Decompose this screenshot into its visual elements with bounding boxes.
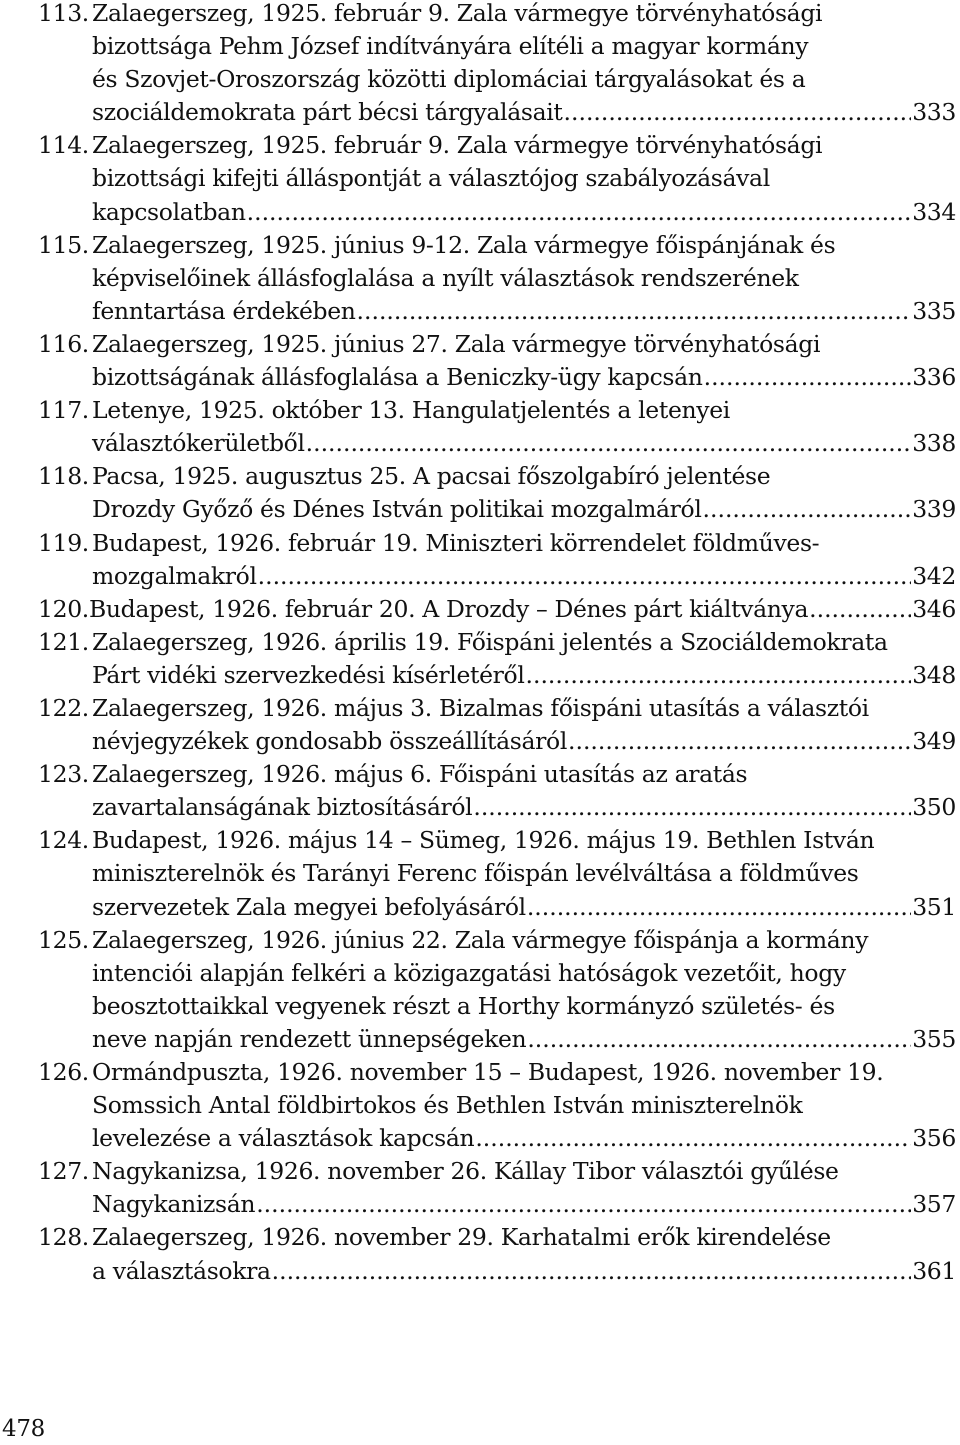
toc-entry-last-line: [38, 593, 956, 626]
toc-entry-last-line: [38, 1188, 956, 1221]
entry-title-text: Budapest, 1926. május 14 – Sümeg, 1926. május 19. Bethlen István: [92, 826, 875, 855]
toc-entry-last-line: [38, 361, 956, 394]
entry-page-number: 355: [912, 1024, 956, 1053]
toc-entry-line: [38, 460, 956, 493]
dot-leader: [306, 427, 912, 460]
toc-entry-last-line: [38, 1023, 956, 1056]
toc-entry-line: [38, 162, 956, 195]
toc-entry: [38, 0, 956, 129]
toc-entry: [38, 593, 956, 626]
toc-entry-last-line: [38, 891, 956, 924]
dot-leader: [527, 891, 911, 924]
entry-number: 117.: [38, 396, 89, 425]
toc-entry-line: [38, 692, 956, 725]
toc-entry-line: [38, 527, 956, 560]
toc-entry: [38, 692, 956, 758]
entry-page-number: 335: [912, 296, 956, 325]
entry-title-text: bizottságának állásfoglalása a Beniczky-ügy kapcsán: [92, 363, 703, 392]
entry-number: 124.: [38, 826, 89, 855]
dot-leader: [703, 493, 912, 526]
dot-leader: [704, 361, 912, 394]
dot-leader: [357, 295, 912, 328]
entry-page-number: 361: [912, 1256, 956, 1285]
toc-entry: [38, 328, 956, 394]
entry-number: 128.: [38, 1223, 89, 1252]
entry-title-text: Zalaegerszeg, 1926. november 29. Karhatalmi erők kirendelése: [92, 1223, 831, 1252]
entry-title-text: Zalaegerszeg, 1925. június 9-12. Zala vármegye főispánjának és: [92, 230, 836, 259]
entry-page-number: 336: [912, 363, 956, 392]
toc-entry: [38, 626, 956, 692]
dot-leader: [256, 1188, 911, 1221]
toc-entry-line: [38, 1221, 956, 1254]
entry-title-text: Somssich Antal földbirtokos és Bethlen István miniszterelnök: [92, 1091, 803, 1120]
entry-title-text: fenntartása érdekében: [92, 296, 356, 325]
dot-leader: [475, 1122, 911, 1155]
entry-title-text: Pacsa, 1925. augusztus 25. A pacsai főszolgabíró jelentése: [92, 462, 771, 491]
entry-number: 116.: [38, 329, 89, 358]
entry-page-number: 351: [912, 892, 956, 921]
entry-title-text: Zalaegerszeg, 1926. június 22. Zala vármegye főispánja a kormány: [92, 925, 869, 954]
dot-leader: [247, 196, 912, 229]
entry-page-number: 334: [912, 197, 956, 226]
toc-entry-last-line: [38, 725, 956, 758]
entry-page-number: 349: [912, 727, 956, 756]
entry-title-text: Zalaegerszeg, 1926. május 3. Bizalmas főispáni utasítás a választói: [92, 693, 869, 722]
entry-page-number: 338: [912, 429, 956, 458]
toc-entry-line: [38, 1155, 956, 1188]
entry-title-text: szervezetek Zala megyei befolyásáról: [92, 892, 526, 921]
toc-entry: [38, 394, 956, 460]
entry-title-text: névjegyzékek gondosabb összeállításáról: [92, 727, 568, 756]
toc-entry-line: [38, 857, 956, 890]
entry-page-number: 333: [912, 98, 956, 127]
dot-leader: [564, 96, 912, 129]
entry-title-text: választókerületből: [92, 429, 305, 458]
entry-page-number: 339: [912, 495, 956, 524]
dot-leader: [527, 1023, 911, 1056]
entry-page-number: 348: [912, 660, 956, 689]
toc-entry-line: [38, 30, 956, 63]
entry-title-text: bizottsági kifejti álláspontját a választójog szabályozásával: [92, 164, 770, 193]
dot-leader: [568, 725, 911, 758]
entry-title-text: Zalaegerszeg, 1925. február 9. Zala vármegye törvényhatósági: [92, 0, 823, 27]
entry-number: 122.: [38, 693, 89, 722]
toc-entry-last-line: [38, 1122, 956, 1155]
entry-title-text: Zalaegerszeg, 1926. május 6. Főispáni utasítás az aratás: [92, 760, 748, 789]
entry-title-text: miniszterelnök és Tarányi Ferenc főispán levélváltása a földműves: [92, 859, 859, 888]
toc-entry-line: [38, 758, 956, 791]
entry-title-text: zavartalanságának biztosításáról: [92, 793, 473, 822]
toc-entry: [38, 1056, 956, 1155]
entry-number: 113.: [38, 0, 89, 27]
dot-leader: [272, 1255, 912, 1288]
entry-title-text: kapcsolatban: [92, 197, 246, 226]
entry-title-text: Nagykanizsán: [92, 1190, 256, 1219]
entry-page-number: 356: [912, 1124, 956, 1153]
toc-entry-last-line: [38, 560, 956, 593]
entry-title-text: képviselőinek állásfoglalása a nyílt választások rendszerének: [92, 263, 799, 292]
toc-entry-line: [38, 0, 956, 30]
toc-entry: [38, 1155, 956, 1221]
toc-entry-last-line: [38, 196, 956, 229]
entry-page-number: 350: [912, 793, 956, 822]
entry-title-text: Ormándpuszta, 1926. november 15 – Budapest, 1926. november 19.: [92, 1058, 884, 1086]
table-of-contents: [38, 0, 956, 1288]
entry-number: 121.: [38, 627, 89, 656]
entry-number: 115.: [38, 230, 89, 259]
toc-entry-line: [38, 63, 956, 96]
toc-entry-line: [38, 1056, 956, 1089]
entry-page-number: 342: [912, 561, 956, 590]
toc-entry-last-line: [38, 493, 956, 526]
entry-title-text: és Szovjet-Oroszország közötti diplomáciai tárgyalásokat és a: [92, 65, 806, 94]
toc-entry-line: [38, 328, 956, 361]
entry-title-text: a választásokra: [92, 1256, 271, 1285]
entry-title-text: mozgalmakról: [92, 561, 257, 590]
entry-number: 118.: [38, 462, 89, 491]
toc-entry-line: [38, 394, 956, 427]
dot-leader: [809, 593, 911, 626]
entry-number: 126.: [38, 1058, 89, 1086]
toc-entry: [38, 824, 956, 923]
entry-title-text: beosztottaikkal vegyenek részt a Horthy kormányzó születés- és: [92, 991, 835, 1020]
entry-title-text: Budapest, 1926. február 19. Miniszteri körrendelet földműves-: [92, 528, 820, 557]
entry-number: 119.: [38, 528, 89, 557]
toc-entry-line: [38, 924, 956, 957]
dot-leader: [473, 791, 911, 824]
entry-title-text: Zalaegerszeg, 1925. február 9. Zala vármegye törvényhatósági: [92, 131, 823, 160]
entry-number: 125.: [38, 925, 89, 954]
dot-leader: [526, 659, 912, 692]
entry-title-text: Letenye, 1925. október 13. Hangulatjelentés a letenyei: [92, 396, 730, 425]
entry-number: 120.: [38, 594, 89, 623]
entry-number: 123.: [38, 760, 89, 789]
toc-entry-last-line: [38, 96, 956, 129]
page-number: 478: [2, 1416, 45, 1442]
dot-leader: [258, 560, 912, 593]
entry-title-text: neve napján rendezett ünnepségeken: [92, 1024, 527, 1053]
toc-entry-last-line: [38, 791, 956, 824]
entry-title-text: Zalaegerszeg, 1925. június 27. Zala vármegye törvényhatósági: [92, 329, 821, 358]
toc-entry: [38, 229, 956, 328]
toc-entry: [38, 924, 956, 1056]
toc-entry-line: [38, 129, 956, 162]
toc-entry-line: [38, 990, 956, 1023]
toc-entry-last-line: [38, 659, 956, 692]
entry-number: 114.: [38, 131, 89, 160]
entry-title-text: intenciói alapján felkéri a közigazgatási hatóságok vezetőit, hogy: [92, 958, 846, 987]
toc-entry: [38, 1221, 956, 1287]
toc-entry-line: [38, 262, 956, 295]
entry-title-text: bizottsága Pehm József indítványára elítéli a magyar kormány: [92, 32, 809, 61]
toc-entry-line: [38, 1089, 956, 1122]
entry-title-text: Budapest, 1926. február 20. A Drozdy – Dénes párt kiáltványa: [88, 594, 809, 623]
entry-title-text: Párt vidéki szervezkedési kísérletéről: [92, 660, 525, 689]
toc-entry-last-line: [38, 295, 956, 328]
toc-entry-last-line: [38, 1255, 956, 1288]
toc-entry-line: [38, 229, 956, 262]
toc-entry: [38, 758, 956, 824]
entry-page-number: 357: [912, 1190, 956, 1219]
entry-title-text: levelezése a választások kapcsán: [92, 1124, 475, 1153]
toc-entry: [38, 527, 956, 593]
toc-entry-last-line: [38, 427, 956, 460]
entry-title-text: Zalaegerszeg, 1926. április 19. Főispáni jelentés a Szociáldemokrata: [92, 627, 888, 656]
entry-page-number: 346: [912, 594, 956, 623]
toc-entry-line: [38, 824, 956, 857]
toc-entry-line: [38, 957, 956, 990]
toc-entry-line: [38, 626, 956, 659]
toc-entry: [38, 129, 956, 228]
entry-number: 127.: [38, 1157, 89, 1186]
entry-title-text: szociáldemokrata párt bécsi tárgyalásait: [92, 98, 563, 127]
toc-entry: [38, 460, 956, 526]
entry-title-text: Drozdy Győző és Dénes István politikai mozgalmáról: [92, 495, 702, 524]
entry-title-text: Nagykanizsa, 1926. november 26. Kállay Tibor választói gyűlése: [92, 1157, 839, 1186]
